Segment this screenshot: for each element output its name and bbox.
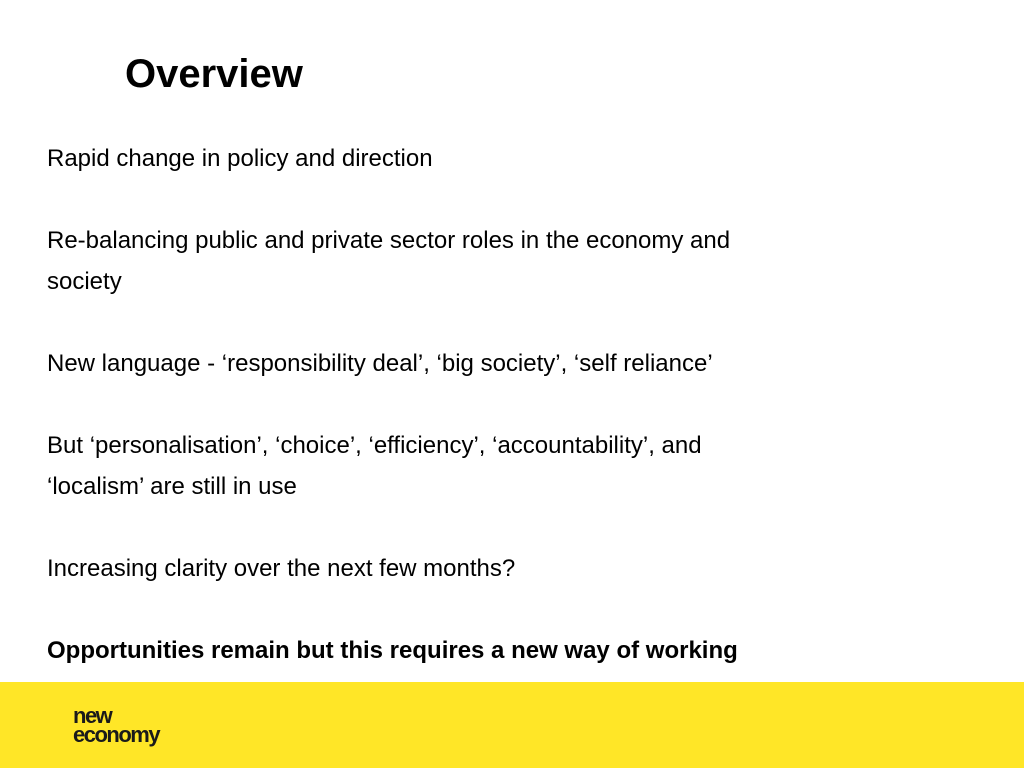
slide-title: Overview	[125, 52, 303, 96]
logo-line-economy: economy	[73, 722, 160, 747]
paragraph-rebalancing	[47, 220, 947, 302]
paragraph-conclusion: Opportunities remain but this requires a new way of working	[47, 637, 738, 664]
paragraph-clarity	[47, 548, 947, 589]
paragraph-line: New language - ‘responsibility deal’, ‘big society’, ‘self reliance’	[47, 350, 713, 377]
slide-body	[47, 138, 947, 671]
logo-line-new: new	[73, 703, 112, 728]
paragraph-line: Increasing clarity over the next few months?	[47, 555, 516, 582]
new-economy-logo	[73, 703, 160, 747]
paragraph-still-in-use	[47, 425, 947, 507]
paragraph-line: ‘localism’ are still in use	[47, 473, 297, 500]
paragraph-line: Re-balancing public and private sector roles in the economy and	[47, 227, 731, 254]
paragraph-policy-change	[47, 138, 947, 179]
paragraph-new-language	[47, 343, 947, 384]
paragraph-line: society	[47, 268, 122, 295]
paragraph-line: But ‘personalisation’, ‘choice’, ‘efficiency’, ‘accountability’, and	[47, 432, 702, 459]
paragraph-line: Rapid change in policy and direction	[47, 145, 433, 172]
